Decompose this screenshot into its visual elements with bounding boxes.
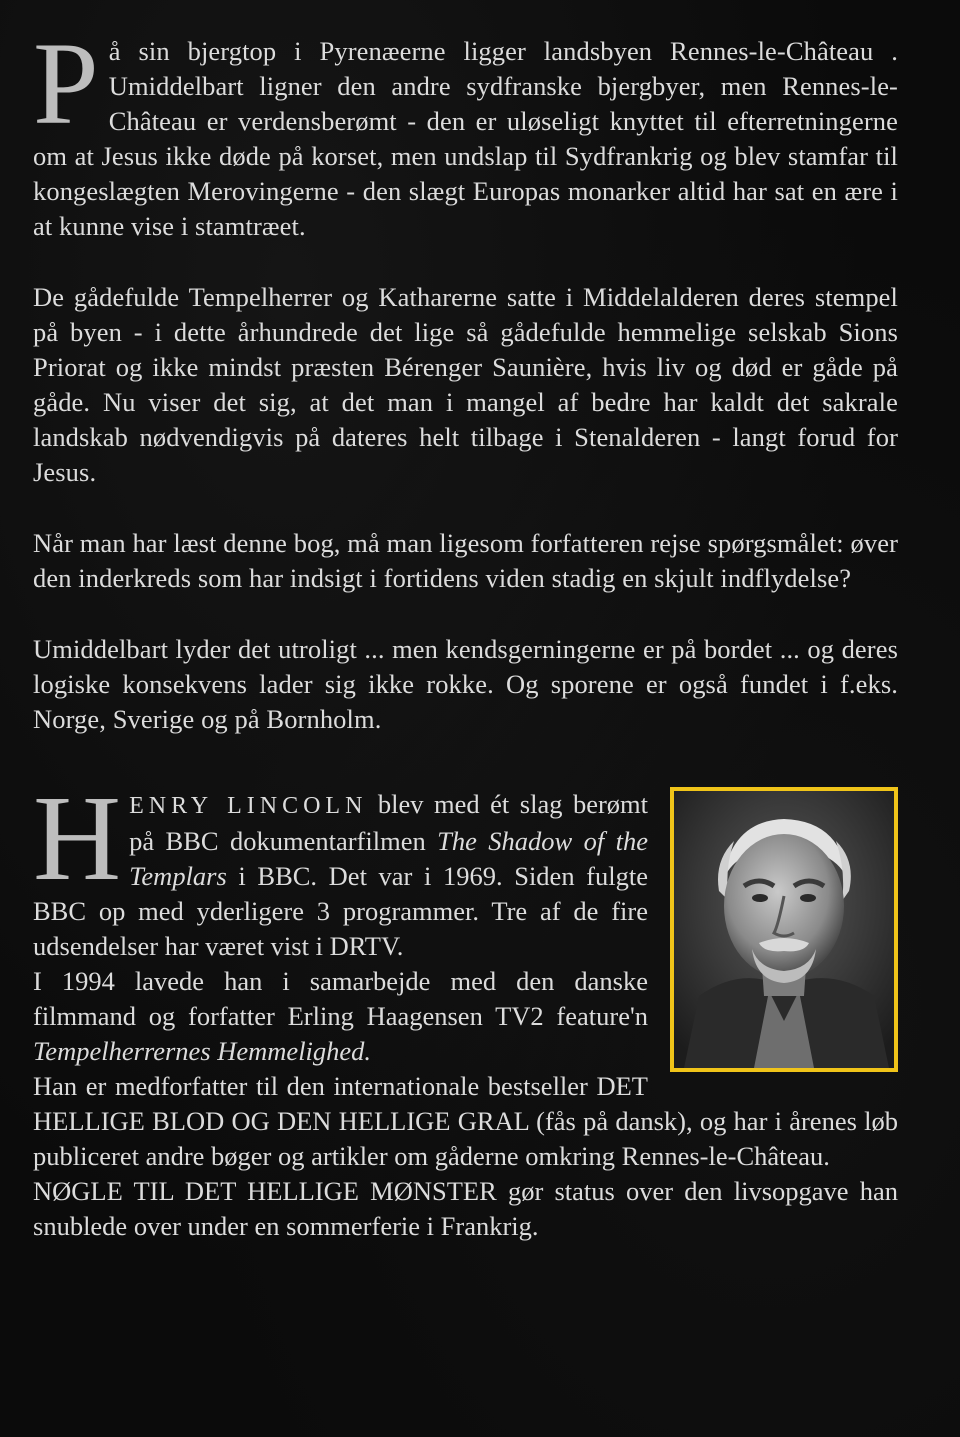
- bio-dropcap: H: [33, 771, 122, 906]
- author-name: ENRY LINCOLN: [129, 793, 368, 819]
- paragraph-templars: De gådefulde Tempelherrer og Katharerne satte i Middelalderen deres stempel på byen - i dette århundrede det lige så gådefulde hemmelige selskab Sions Priorat og ikke mindst præsten Bérenger Saunière, hvis liv og død er gåde på gåde. Nu viser det sig, at det man i mangel af bedre har kaldt det sakrale landskab nødvendigvis på dateres helt tilbage i Stenalderen - langt forud for Jesus.: [33, 282, 898, 487]
- bio-paragraph-3: Han er medforfatter til den internationale bestseller DET HELLIGE BLOD OG DEN HELLIGE GRAL (fås på dansk), og har i årenes løb publiceret andre bøger og artikler om gåderne omkring Rennes-le-Château.: [33, 1071, 898, 1171]
- film-title: The Shadow of the Templars: [129, 826, 648, 891]
- bio-paragraph-4: NØGLE TIL DET HELLIGE MØNSTER gør status over den livsopgave han snublede over under en sommerferie i Frankrig.: [33, 1176, 898, 1241]
- bio-text-3: I 1994 lavede han i samarbejde med den danske filmmand og forfatter Erling Haagensen TV2 feature'n: [33, 966, 648, 1031]
- bio-text-1: blev med ét slag berømt på BBC dokumentarfilmen: [129, 789, 649, 856]
- bio-text-2: i BBC. Det var i 1969. Siden fulgte BBC op med yderligere 3 programmer. Tre af de fire udsendelser har været vist i DRTV.: [33, 861, 648, 961]
- author-portrait-image: [674, 791, 894, 1068]
- intro-text: å sin bjergtop i Pyrenæerne ligger landsbyen Rennes-le-Château . Umiddelbart ligner den andre sydfranske bjergbyer, men Rennes-le-Château er verdensberømt - den er uløseligt knyttet til efterretningerne om at Jesus ikke døde på korset, men undslap til Sydfrankrig og blev stamfar til kongeslægten Merovingerne - den slægt Europas monarker altid har sat en ære i at kunne vise i stamtræet.: [33, 36, 898, 241]
- intro-dropcap: P: [33, 18, 99, 149]
- paragraph-question: Når man har læst denne bog, må man ligesom forfatteren rejse spørgsmålet: øver den inderkreds som har indsigt i fortidens viden stadig en skjult indflydelse?: [33, 528, 898, 593]
- intro-paragraph: [33, 18, 898, 244]
- tv-feature-title: Tempelherrernes Hemmelighed.: [33, 1036, 372, 1066]
- author-bio: [33, 771, 898, 1244]
- paragraph-evidence: Umiddelbart lyder det utroligt ... men kendsgerningerne er på bordet ... og deres logiske konsekvens lader sig ikke rokke. Og sporene er også fundet i f.eks. Norge, Sverige og på Bornholm.: [33, 634, 898, 734]
- author-photo: [670, 787, 898, 1072]
